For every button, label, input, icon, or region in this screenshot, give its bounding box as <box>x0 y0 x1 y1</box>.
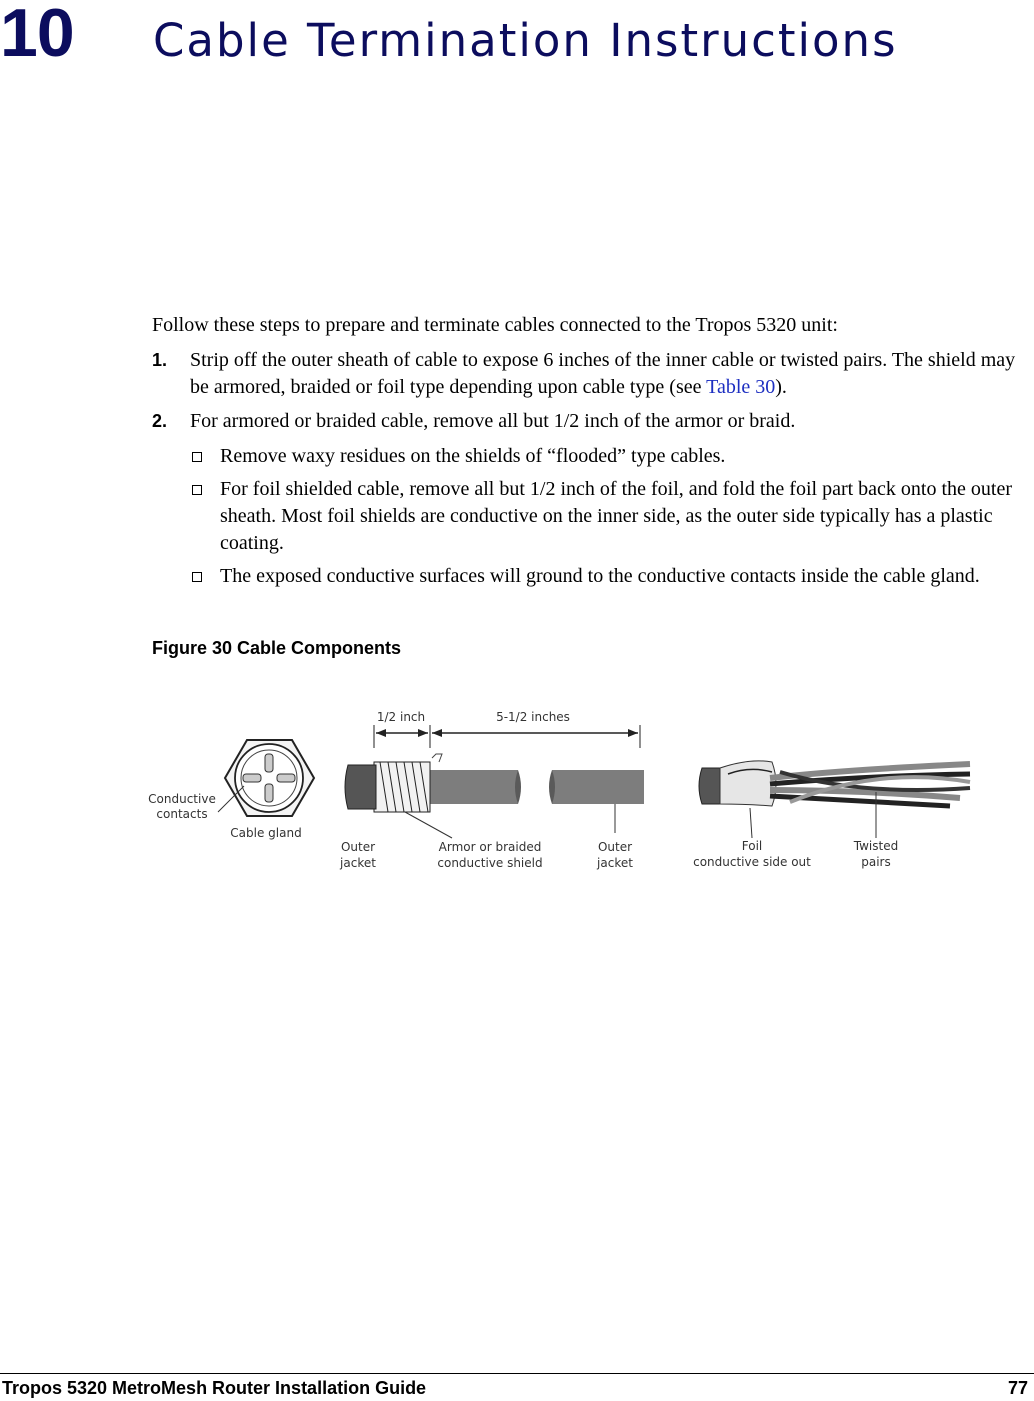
label-twisted-1: Twisted <box>853 839 899 853</box>
table-30-link[interactable]: Table 30 <box>706 376 776 398</box>
cable-gland-drawing <box>218 740 314 816</box>
label-armor-1: Armor or braided <box>438 840 542 854</box>
step-text-end: ). <box>775 376 787 398</box>
square-bullet-icon <box>192 572 202 582</box>
bullet-text: For foil shielded cable, remove all but 1/2 inch of the foil, and fold the foil part back onto the outer sheath. Most foil shields are conductive on the inner side, as the outer side typically has a plastic coating. <box>220 478 1013 554</box>
label-outer-jacket-2a: Outer <box>597 840 633 854</box>
square-bullet-icon <box>192 452 202 462</box>
body-content <box>152 312 1032 596</box>
label-outer-jacket-2b: jacket <box>597 856 633 870</box>
step-text: Strip off the outer sheath of cable to expose 6 inches of the inner cable or twisted pairs. The shield may be armored, braided or foil type depending upon cable type (see <box>190 349 1016 398</box>
list-item <box>152 563 1032 590</box>
foil-cable-drawing <box>699 761 970 838</box>
page-number: 77 <box>1007 1378 1028 1398</box>
chapter-number: 10 <box>0 0 74 71</box>
label-foil-2: conductive side out <box>693 855 811 869</box>
label-cable-gland: Cable gland <box>230 826 302 840</box>
step-text: For armored or braided cable, remove all but 1/2 inch of the armor or braid. <box>190 410 796 432</box>
label-twisted-2: pairs <box>861 855 891 869</box>
list-item <box>152 476 1032 557</box>
step-number: 2. <box>152 411 168 431</box>
step-1 <box>152 347 1032 401</box>
bullet-text: The exposed conductive surfaces will ground to the conductive contacts inside the cable gland. <box>220 565 980 587</box>
figure-caption: Figure 30 Cable Components <box>152 638 402 658</box>
list-item <box>152 443 1032 470</box>
footer-divider <box>0 1373 1034 1374</box>
label-half-inch: 1/2 inch <box>376 710 426 724</box>
intro-paragraph: Follow these steps to prepare and terminate cables connected to the Tropos 5320 unit: <box>152 314 838 336</box>
chapter-title: Cable Termination Instructions <box>153 14 898 67</box>
footer-title: Tropos 5320 MetroMesh Router Installation Guide <box>2 1378 427 1398</box>
label-foil-1: Foil <box>741 839 763 853</box>
chapter-header <box>0 0 1034 80</box>
label-five-half-inches: 5-1/2 inches <box>496 710 570 724</box>
step-2 <box>152 408 1032 435</box>
label-outer-jacket-1b: jacket <box>340 856 376 870</box>
step-number: 1. <box>152 350 168 370</box>
cable-components-figure <box>140 700 980 880</box>
armored-cable-drawing <box>345 754 644 838</box>
label-conductive-line2: contacts <box>156 807 208 821</box>
square-bullet-icon <box>192 485 202 495</box>
label-outer-jacket-1a: Outer <box>340 840 376 854</box>
bullet-text: Remove waxy residues on the shields of “flooded” type cables. <box>220 445 726 467</box>
label-conductive-line1: Conductive <box>148 792 216 806</box>
bullet-list <box>152 443 1032 590</box>
label-armor-2: conductive shield <box>437 856 543 870</box>
